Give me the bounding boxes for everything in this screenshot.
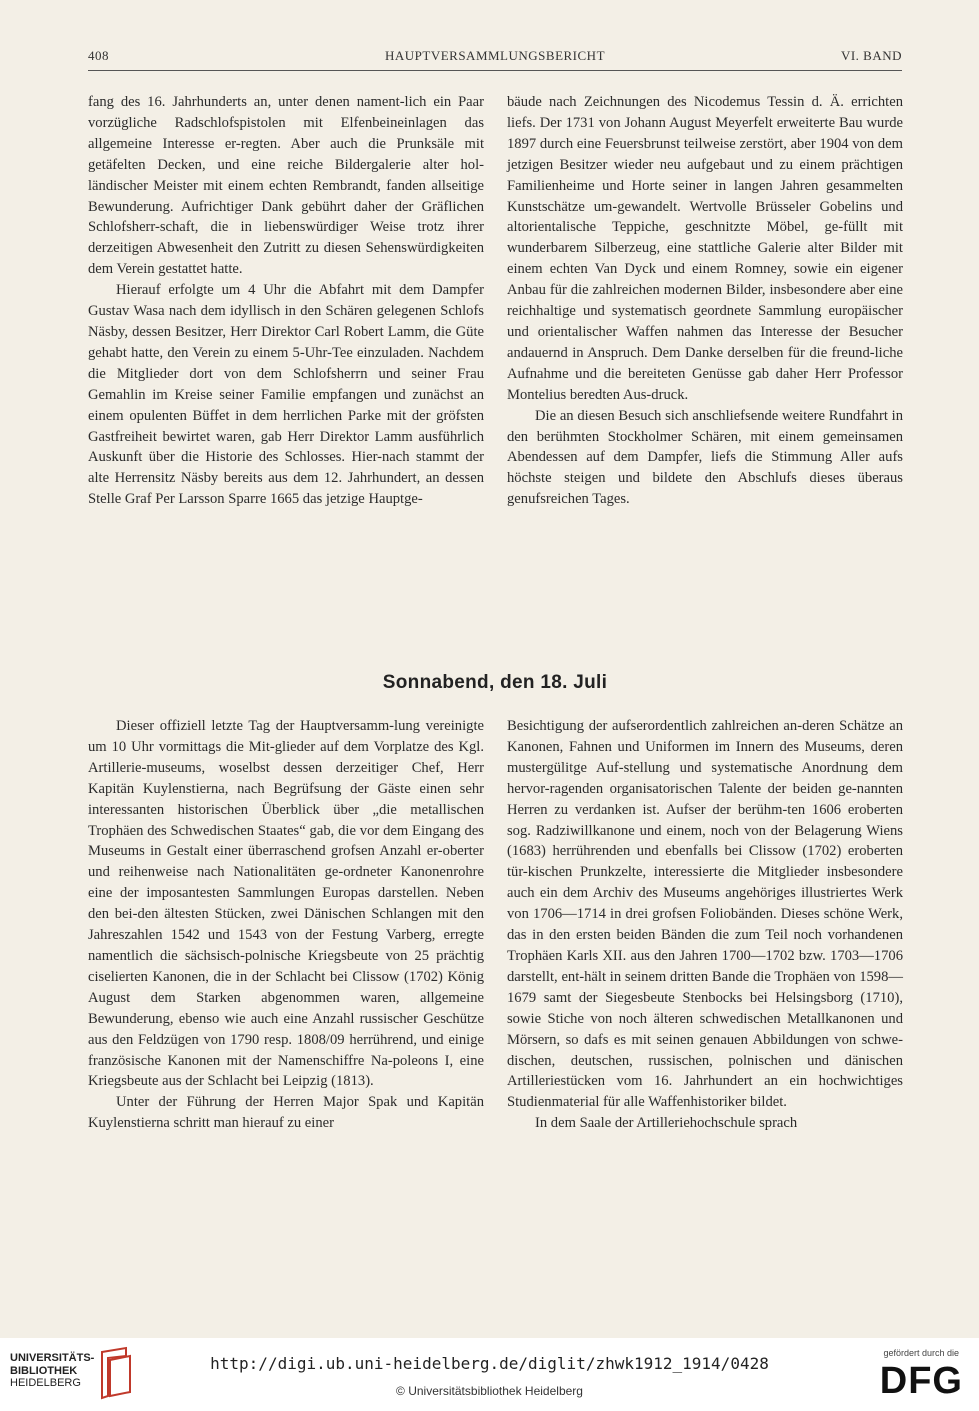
library-line: BIBLIOTHEK — [10, 1364, 78, 1377]
running-title: HAUPTVERSAMMLUNGSBERICHT — [384, 48, 606, 63]
paragraph: bäude nach Zeichnungen des Nicodemus Tessin d. Ä. errichten liefs. Der 1731 von Johann August Meyerfelt erweiterte Bau wurde 1897 durch eine Feuersbrunst teilweise zerstört, aber 1904 von dem jetzigen Besitzer wieder neu aufgebaut und zu einem prächtigen Familienheime und Horte seiner in langen Jahren gesammelten Kunstschätze um-gewandelt. Wertvolle Brüsseler Gobelins und altorientalische Teppiche, geschnitzte Möbel, ge-füllt mit wunderbarem Silberzeug, eine stattliche Galerie alter Bilder mit einem echten Van Dyck und einem Romney, sowie ein eigener Anbau für die zahlreichen modernen Bilder, insbesondere aber eine reichhaltige und systematisch geordnete Sammlung europäischer und orientalischer Waffen nahmen das Interesse der Besucher andauernd in Anspruch. Dem Danke derselben für die freund-liche Aufnahme und die bereiteten Genüsse gab daher Herr Professor Montelius beredten Aus-druck. — [507, 94, 903, 403]
digitization-footer — [0, 1338, 979, 1411]
page-number: 408 — [88, 48, 109, 63]
paragraph: fang des 16. Jahrhunderts an, unter denen nament-lich ein Paar vorzügliche Radschlofspistolen mit Elfenbeineinlagen das allgemeine Interesse er-regten. Aber auch die Prunksäle mit getäfelten Decken, und eine reiche Bildergalerie alter hol-ländischer Meister mit einem echten Rembrandt, fanden allseitige Bewunderung. Aufrichtiger Dank gebührt daher der Gräflichen Schlofsherr-schaft, die in liebenswürdiger Weise trotz ihrer derzeitigen Abwesenheit den Zutritt zu diesen Sehenswürdigkeiten dem Verein gestattet hatte. — [88, 94, 484, 278]
paragraph: Unter der Führung der Herren Major Spak und Kapitän Kuylenstierna schritt man hierauf zu einer — [88, 1094, 484, 1132]
top-right-column — [507, 92, 903, 510]
paragraph: Dieser offiziell letzte Tag der Hauptversamm-lung vereinigte um 10 Uhr vormittags die Mit-glieder auf dem Vorplatze des Kgl. Artillerie-museums, woselbst dessen derzeitiger Chef, Herr Kapitän Kuylenstierna, nach Begrüfsung der Gäste einen sehr interessanten historischen Überblick über „die metallischen Trophäen des Schwedischen Staates“ gab, die vor dem Eingang des Museums in Gestalt einer überraschend grofsen Anzahl er-oberter und reihenweise nach Nationalitäten ge-ordneter Kanonenrohre eine der imposantesten Sammlungen Europas darstellen. Neben den bei-den ältesten Stücken, zwei Dänischen Schlangen mit den Jahreszahlen 1542 und 1543 von der Festung Varberg, erregte namentlich die sächsisch-polnische Kriegsbeute von 25 prächtig ciselierten Kanonen, die in der Schlacht bei Clissow (1702) König August dem Starken abgenommen waren, allgemeine Bewunderung, ebenso wie auch eine Anzahl russischer Geschütze aus den Feldzügen von 1790 resp. 1808/09 herrührend, und einige französische Kanonen mit der Namenschiffre Na-poleons I, eine Kriegsbeute aus der Schlacht bei Leipzig (1813). — [88, 718, 484, 1090]
running-head — [88, 48, 902, 70]
section-heading: Sonnabend, den 18. Juli — [382, 672, 608, 693]
sponsor-label: gefördert durch die — [883, 1348, 959, 1358]
paragraph: Die an diesen Besuch sich anschliefsende weitere Rundfahrt in den berühmten Stockholmer Schären, mit einem gemeinsamen Abendessen auf dem Dampfer, liefs die Stimmung Aller aufs höchste steigen und bildete den Abschlufs dieses überaus genufsreichen Tages. — [507, 407, 903, 508]
paragraph: In dem Saale der Artilleriehochschule sprach — [535, 1115, 798, 1132]
volume-label: VI. BAND — [840, 48, 902, 63]
permalink-url[interactable]: http://digi.ub.uni-heidelberg.de/diglit/zhwk1912_1914/0428 — [210, 1354, 769, 1373]
header-rule — [88, 70, 902, 71]
dfg-logo-icon: DFG — [879, 1360, 963, 1402]
copyright-notice: © Universitätsbibliothek Heidelberg — [396, 1384, 583, 1398]
paragraph: Besichtigung der aufserordentlich zahlreichen an-deren Schätze an Kanonen, Fahnen und Uniformen im Innern des Museums, deren mustergülitge Auf-stellung und systematische Anordnung dem hervor-ragenden organisatorischen Talente der beiden ge-nannten Herren zu verdanken ist. Aufser der berühm-ten 1606 eroberten sog. Radziwillkanone und einem, noch von der Belagerung Wiens (1683) herrührenden und ebenfalls bei Clissow (1702) eroberten tür-kischen Prunkzelte, interessierte die Mitglieder insbesondere auch ein dem Archiv des Museums angehöriges illustriertes Werk von 1706—1714 in drei grofsen Foliobänden. Dieses schöne Werk, das in den ersten beiden Bänden die zum Teil noch vorhandenen Trophäen Karls XII. aus den Jahren 1700—1702 bzw. 1703—1706 darstellt, ent-hält in seinem dritten Bande die Trophäen von 1598—1679 samt der Siegesbeute Stenbocks bei Helsingsborg (1710), sowie Stiche von noch älteren schwedischen Metallkanonen und Mörsern, so dafs es mit seinen genauen Abbildungen von schwe-dischen, deutschen, russischen, polnischen und dänischen Artilleriestücken vom 16. Jahrhundert an ein hochwichtiges Studienmaterial für alle Waffenhistoriker bildet. — [507, 718, 903, 1111]
bottom-right-column — [507, 716, 903, 1134]
library-line: UNIVERSITÄTS- — [10, 1352, 95, 1364]
paragraph: Hierauf erfolgte um 4 Uhr die Abfahrt mit dem Dampfer Gustav Wasa nach dem idyllisch in den Schären gelegenen Schlofs Näsby, dessen Besitzer, Herr Direktor Carl Robert Lamm, die Güte gehabt hatte, den Verein zu einem 5-Uhr-Tee einzuladen. Nachdem die Mitglieder dort von dem Schlofsherrn und seiner Frau Gemahlin im Kreise seiner Familie empfangen und zunächst an einem opulenten Büffet in dem herrlichen Parke mit der gröfsten Gastfreiheit bewirtet waren, gab Herr Direktor Lamm ausführlich Auskunft über die Historie des Schlosses. Hier-nach stammt der alte Herrensitz Näsby bereits aus dem 12. Jahrhundert, an dessen Stelle Graf Per Larsson Sparre 1665 das jetzige Hauptge- — [88, 282, 484, 508]
bottom-left-column — [88, 716, 484, 1134]
top-left-column — [88, 92, 484, 510]
library-line: HEIDELBERG — [10, 1377, 81, 1389]
